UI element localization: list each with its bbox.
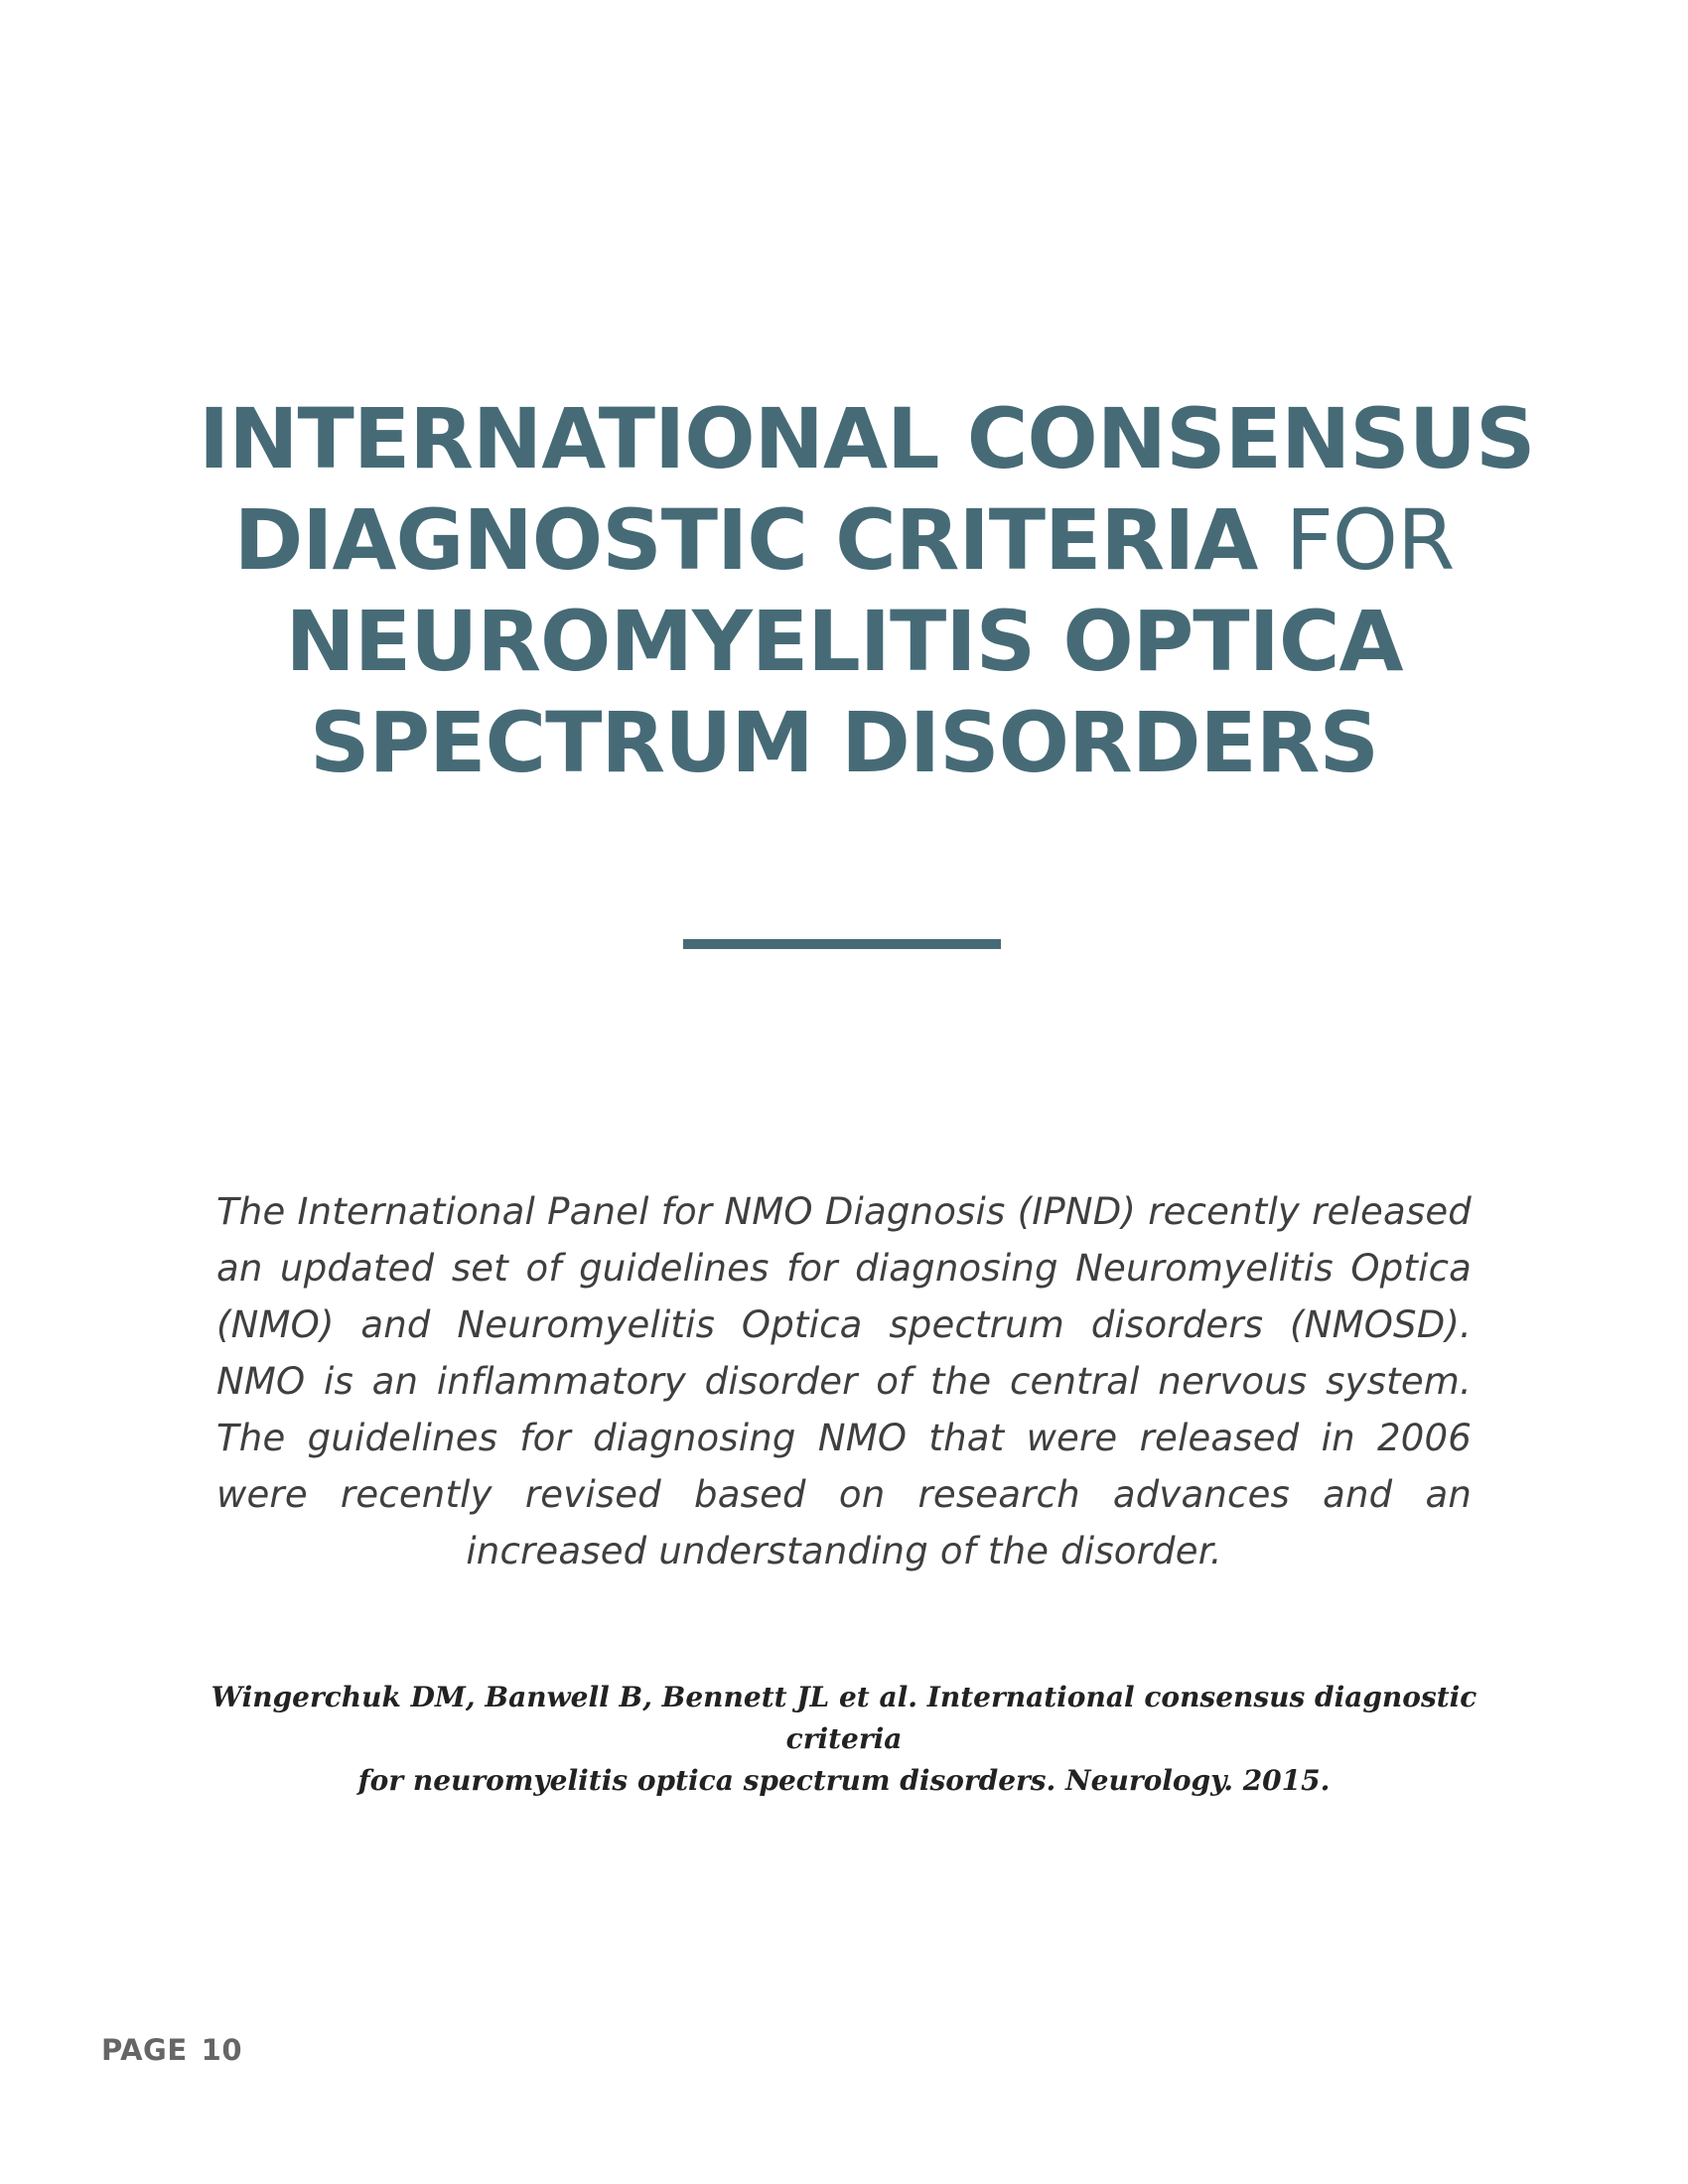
citation: [209, 1677, 1479, 1802]
page-number: [101, 2033, 242, 2067]
title-line-2: [199, 489, 1489, 591]
intro-paragraph: The International Panel for NMO Diagnosis (IPND) recently released an updated set of guidelines for diagnosing Neuromyelitis Optica (NMO) and Neuromyelitis Optica spectrum disorders (NMOSD). NMO is an inflammatory disorder of the central nervous system. The guidelines for diagnosing NMO that were released in 2006 were recently revised based on research advances and an increased understanding of the disorder.: [216, 1190, 1472, 1572]
page-number-value: 10: [201, 2033, 243, 2067]
title-line-3: NEUROMYELITIS OPTICA: [285, 593, 1403, 691]
page-title: [199, 388, 1535, 793]
title-divider: [683, 939, 1001, 949]
citation-line-2: for neuromyelitis optica spectrum disorders. Neurology. 2015.: [357, 1764, 1331, 1797]
title-regular-text: FOR: [1285, 491, 1455, 590]
citation-line-1: Wingerchuk DM, Banwell B, Bennett JL et al. International consensus diagnostic criteria: [211, 1681, 1477, 1755]
title-bold-text: DIAGNOSTIC CRITERIA: [233, 491, 1258, 590]
title-line-4: SPECTRUM DISORDERS: [310, 694, 1378, 792]
title-line-1: INTERNATIONAL CONSENSUS: [199, 390, 1535, 488]
page-label: PAGE: [101, 2033, 188, 2067]
